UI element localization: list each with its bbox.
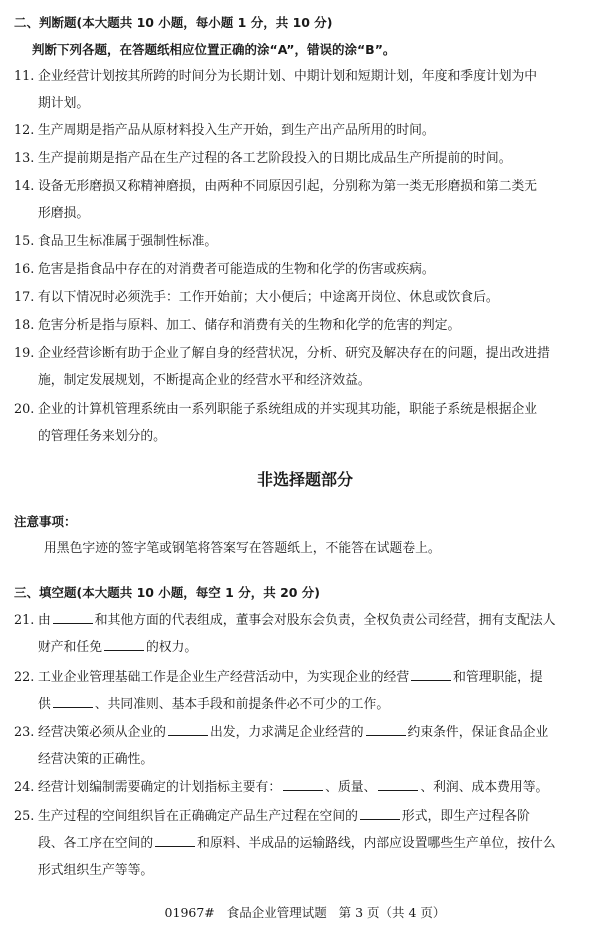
question-text: 财产和任免 <box>38 640 102 655</box>
question-text: 形式，即生产过程各阶 <box>401 809 530 824</box>
question-text: 企业经营计划按其所跨的时间分为长期计划、中期计划和短期计划，年度和季度计划为中 <box>38 69 538 84</box>
question-text: 由 <box>38 613 51 628</box>
question-number: 15. <box>14 234 35 249</box>
question-text-cont: 形式组织生产等等。 <box>38 863 154 878</box>
question-number: 18. <box>14 318 35 333</box>
notice-title: 注意事项： <box>14 514 77 529</box>
question-text: 、质量、 <box>325 780 377 795</box>
question-19 <box>14 340 596 394</box>
section-2-title: 二、判断题(本大题共 10 小题，每小题 1 分，共 10 分) <box>14 15 333 30</box>
answer-blank <box>155 834 195 847</box>
answer-blank <box>366 723 406 736</box>
question-text: 和管理职能，提 <box>453 670 543 685</box>
question-text: 经营决策必须从企业的 <box>38 725 166 740</box>
question-text-cont: 施，制定发展规划，不断提高企业的经营水平和经济效益。 <box>38 373 371 388</box>
question-20 <box>14 396 596 450</box>
question-text: 危害分析是指与原料、加工、储存和消费有关的生物和化学的危害的判定。 <box>38 318 461 333</box>
question-text: 食品卫生标准属于强制性标准。 <box>38 234 218 249</box>
question-number: 12. <box>14 123 35 138</box>
question-text: 设备无形磨损又称精神磨损，由两种不同原因引起，分别称为第一类无形磨损和第二类无 <box>38 179 538 194</box>
notice-body: 用黑色字迹的签字笔或钢笔将答案写在答题纸上，不能答在试题卷上。 <box>44 541 441 556</box>
question-text-cont: 的管理任务来划分的。 <box>38 429 166 444</box>
section-2-instruction: 判断下列各题，在答题纸相应位置正确的涂“A”，错误的涂“B”。 <box>32 42 396 57</box>
question-text: 和原料、半成品的运输路线，内部应设置哪些生产单位，按什么 <box>197 836 556 851</box>
answer-blank <box>283 778 323 791</box>
question-15 <box>14 228 596 255</box>
answer-blank <box>378 778 418 791</box>
question-number: 23. <box>14 725 35 740</box>
question-text-cont: 形磨损。 <box>38 206 90 221</box>
question-14 <box>14 173 596 227</box>
question-number: 11. <box>14 69 35 84</box>
question-number: 17. <box>14 290 35 305</box>
question-text: 生产过程的空间组织旨在正确确定产品生产过程在空间的 <box>38 809 358 824</box>
question-17 <box>14 284 596 311</box>
question-number: 20. <box>14 402 35 417</box>
question-text-cont: 期计划。 <box>38 96 90 111</box>
question-text: 约束条件，保证食品企业 <box>407 725 549 740</box>
question-text: 企业经营诊断有助于企业了解自身的经营状况，分析、研究及解决存在的问题，提出改进措 <box>38 346 550 361</box>
question-number: 13. <box>14 151 35 166</box>
question-21 <box>14 607 596 661</box>
question-text: 、利润、成本费用等。 <box>420 780 549 795</box>
question-23 <box>14 719 596 773</box>
question-text: 生产提前期是指产品在生产过程的各工艺阶段投入的日期比成品生产所提前的时间。 <box>38 151 512 166</box>
answer-blank <box>104 638 144 651</box>
question-number: 22. <box>14 670 35 685</box>
question-number: 19. <box>14 346 35 361</box>
question-24 <box>14 774 596 801</box>
question-text: 的权力。 <box>145 640 198 655</box>
answer-blank <box>168 723 208 736</box>
question-12 <box>14 117 596 144</box>
question-22 <box>14 664 596 718</box>
page-footer: 01967# 食品企业管理试题 第 3 页（共 4 页） <box>164 905 446 920</box>
section-3-title: 三、填空题(本大题共 10 小题，每空 1 分，共 20 分) <box>14 585 321 600</box>
question-25 <box>14 803 596 884</box>
question-text: 段、各工序在空间的 <box>38 836 154 851</box>
answer-blank <box>53 611 93 624</box>
question-text: 经营计划编制需要确定的计划指标主要有： <box>38 780 282 795</box>
question-text: 有以下情况时必须洗手：工作开始前；大小便后；中途离开岗位、休息或饮食后。 <box>38 290 499 305</box>
answer-blank <box>411 668 451 681</box>
question-text: 企业的计算机管理系统由一系列职能子系统组成的并实现其功能，职能子系统是根据企业 <box>38 402 538 417</box>
question-text: 和其他方面的代表组成，董事会对股东会负责，全权负责公司经营，拥有支配法人 <box>94 613 556 628</box>
question-text: 生产周期是指产品从原材料投入生产开始，到生产出产品所用的时间。 <box>38 123 435 138</box>
question-number: 14. <box>14 179 35 194</box>
question-text: 工业企业管理基础工作是企业生产经营活动中，为实现企业的经营 <box>38 670 410 685</box>
question-text-cont: 经营决策的正确性。 <box>38 752 154 767</box>
question-number: 25. <box>14 809 35 824</box>
part-heading: 非选择题部分 <box>256 470 353 489</box>
answer-blank <box>53 695 93 708</box>
question-text: 供 <box>38 697 51 712</box>
answer-blank <box>360 807 400 820</box>
question-number: 21. <box>14 613 35 628</box>
question-text: 、共同准则、基本手段和前提条件必不可少的工作。 <box>94 697 390 712</box>
question-18 <box>14 312 596 339</box>
question-13 <box>14 145 596 172</box>
question-text: 出发，力求满足企业经营的 <box>209 725 364 740</box>
question-number: 24. <box>14 780 35 795</box>
question-text: 危害是指食品中存在的对消费者可能造成的生物和化学的伤害或疾病。 <box>38 262 435 277</box>
question-number: 16. <box>14 262 35 277</box>
question-11 <box>14 63 596 117</box>
question-16 <box>14 256 596 283</box>
